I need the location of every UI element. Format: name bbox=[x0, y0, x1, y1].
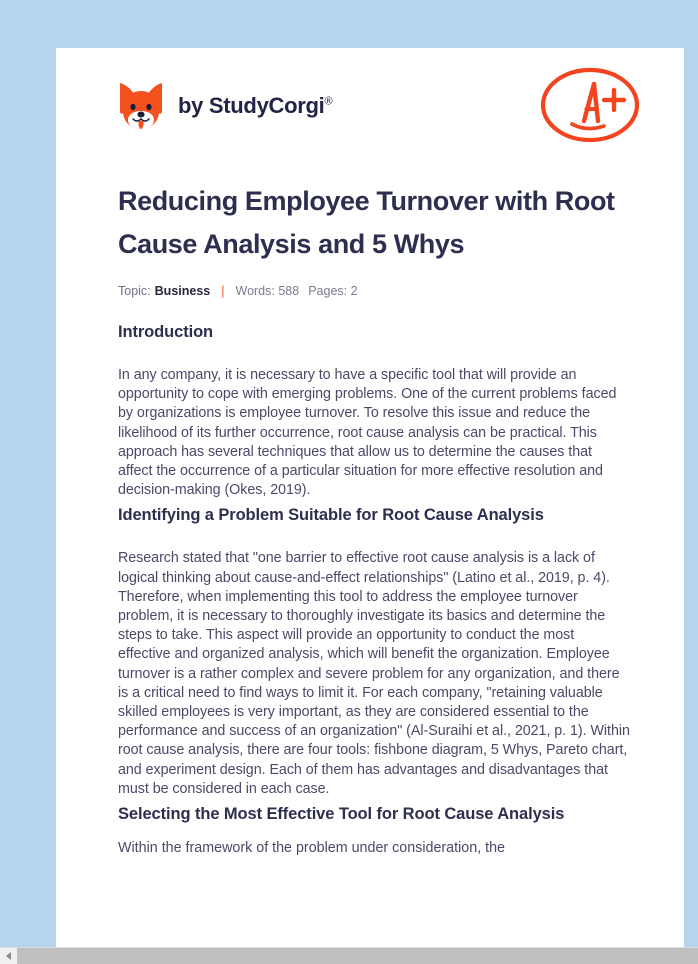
word-count: Words: 588 bbox=[235, 284, 300, 298]
document-page bbox=[56, 48, 684, 948]
a-plus-grade-icon bbox=[538, 64, 642, 148]
section-paragraph: Research stated that "one barrier to effective root cause analysis is a lack of logical thinking about cause-and-effect relationships" (Latino et al., 2019, p. 4). Therefore, when implementing this tool to address the employee turnover problem, it is necessary to thoroughly investigate its basics and determine the steps to take. This aspect will provide an opportunity to conduct the most effective and organized analysis, which will benefit the organization. Employee turnover is a rather complex and severe problem for any organization, and there is a critical need to find ways to limit it. For each company, "retaining valuable skilled employees is very important, as they are considered essential to the performance and success of an organization" (Al-Suraihi et al., 2021, p. 1). Within root cause analysis, there are four tools: fishbone diagram, 5 Whys, Pareto chart, and experiment design. Each of them has advantages and disadvantages that must be considered in each case. bbox=[118, 550, 630, 797]
horizontal-scrollbar[interactable] bbox=[0, 947, 698, 964]
brand-wordmark bbox=[178, 93, 332, 119]
page-count: Pages: 2 bbox=[308, 284, 358, 298]
topic-label: Topic: bbox=[118, 284, 151, 298]
scroll-left-button[interactable] bbox=[0, 948, 17, 964]
section-heading-introduction: Introduction bbox=[118, 323, 214, 341]
section-paragraph: In any company, it is necessary to have a specific tool that will provide an opportunity to cope with emerging problems. One of the current problems faced by organizations is employee turnover. To resolve this issue and reduce the likelihood of its further occurrence, root cause analysis can be practical. This approach has several techniques that allow us to determine the causes that affect the occurrence of a particular situation for more effective resolution and decision-making (Okes, 2019). bbox=[118, 367, 617, 499]
meta-separator: | bbox=[221, 284, 225, 298]
page-title: Reducing Employee Turnover with Root Cause Analysis and 5 Whys bbox=[118, 186, 615, 259]
triangle-left-icon bbox=[6, 952, 11, 960]
brand-prefix: by bbox=[178, 93, 209, 118]
section-heading-selecting-tool: Selecting the Most Effective Tool for Root Cause Analysis bbox=[118, 805, 565, 824]
brand-name: StudyCorgi bbox=[208, 93, 325, 118]
article-body bbox=[56, 180, 684, 857]
topic-value[interactable]: Business bbox=[154, 284, 211, 298]
scrollbar-thumb[interactable] bbox=[17, 948, 698, 964]
document-header bbox=[56, 48, 684, 152]
document-meta bbox=[118, 284, 630, 298]
scrollbar-track[interactable] bbox=[17, 948, 698, 964]
registered-mark: ® bbox=[324, 95, 333, 108]
corgi-face-icon bbox=[118, 81, 164, 131]
section-heading-identifying-problem: Identifying a Problem Suitable for Root Cause Analysis bbox=[118, 506, 544, 525]
section-paragraph-clipped: Within the framework of the problem under consideration, the bbox=[118, 840, 506, 857]
studycorgi-brand[interactable] bbox=[118, 81, 332, 131]
